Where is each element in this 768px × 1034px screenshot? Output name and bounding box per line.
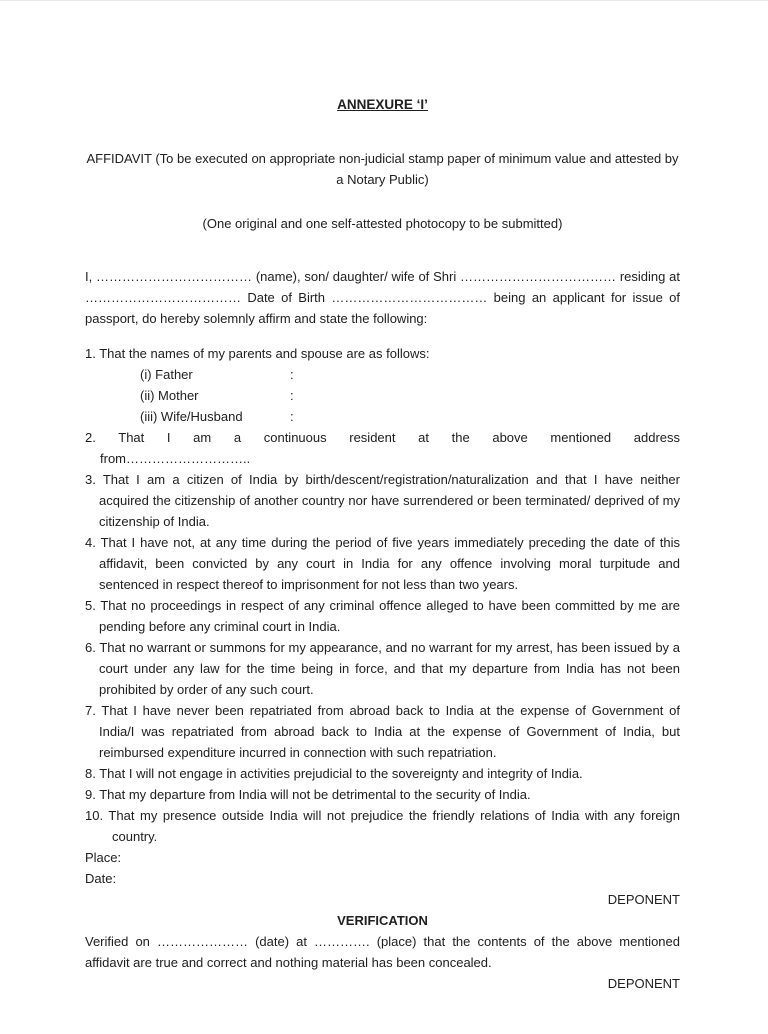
clause-1-sub-item-mother — [85, 385, 680, 406]
affidavit-heading: AFFIDAVIT (To be executed on appropriate non-judicial stamp paper of minimum value and attested by a Notary Public) — [86, 151, 679, 187]
sub-item-father-label: (i) Father — [140, 367, 193, 382]
sub-item-mother-label: (ii) Mother — [140, 388, 199, 403]
clause-6: 6. That no warrant or summons for my appearance, and no warrant for my arrest, has been issued by a court under any law for the time being in force, and that my departure from India has not been prohibited by order of any such court. — [85, 640, 680, 697]
sub-item-spouse-label: (iii) Wife/Husband — [140, 409, 243, 424]
clause-2-line-2: from……………………….. — [100, 451, 251, 466]
affidavit-document-page — [0, 1, 768, 1034]
clause-2 — [85, 427, 680, 469]
sub-item-mother-colon: : — [290, 388, 294, 403]
sub-item-spouse-colon: : — [290, 409, 294, 424]
intro-paragraph: I, ……………………………… (name), son/ daughter/ wife of Shri ……………………………… residing at ……………………………… Date of Birth ……………………………… being an applicant for issue of passport, do hereby solemnly affirm and state the following: — [85, 269, 680, 326]
clause-1 — [85, 343, 680, 427]
clause-1-sub-item-father — [85, 364, 680, 385]
clause-4: 4. That I have not, at any time during the period of five years immediately preceding the date of this affidavit, been convicted by any court in India for any offence involving moral turpitude and sentenced in respect thereof to imprisonment for not less than two years. — [85, 535, 680, 592]
clause-2-line-1: 2. That I am a continuous resident at the above mentioned address — [85, 430, 680, 445]
clause-3: 3. That I am a citizen of India by birth/descent/registration/naturalization and that I have neither acquired the citizenship of another country nor have surrendered or been terminated/ deprived of my citizenship of India. — [85, 472, 680, 529]
clause-1-sub-item-spouse — [85, 406, 680, 427]
document-title: ANNEXURE ‘I’ — [337, 97, 428, 112]
verification-title: VERIFICATION — [337, 913, 428, 928]
clause-8: 8. That I will not engage in activities prejudicial to the sovereignty and integrity of India. — [85, 766, 583, 781]
deponent-signature-2: DEPONENT — [607, 976, 680, 991]
clause-7: 7. That I have never been repatriated from abroad back to India at the expense of Government of India/I was repatriated from abroad back to India at the expense of Government of India, but reimbursed expenditure incurred in connection with such repatriation. — [85, 703, 680, 760]
deponent-signature-1: DEPONENT — [607, 892, 680, 907]
place-label: Place: — [85, 850, 122, 865]
clause-10: 10. That my presence outside India will not prejudice the friendly relations of India with any foreign country. — [85, 808, 680, 844]
verification-paragraph: Verified on ………………… (date) at …………. (place) that the contents of the above mentioned affidavit are true and correct and nothing material has been concealed. — [85, 934, 680, 970]
clause-9: 9. That my departure from India will not be detrimental to the security of India. — [85, 787, 531, 802]
date-label: Date: — [85, 871, 117, 886]
clause-1-text: 1. That the names of my parents and spouse are as follows: — [85, 346, 430, 361]
clause-5: 5. That no proceedings in respect of any criminal offence alleged to have been committed by me are pending before any criminal court in India. — [85, 598, 680, 634]
submission-note: (One original and one self-attested photocopy to be submitted) — [202, 216, 563, 231]
sub-item-father-colon: : — [290, 367, 294, 382]
